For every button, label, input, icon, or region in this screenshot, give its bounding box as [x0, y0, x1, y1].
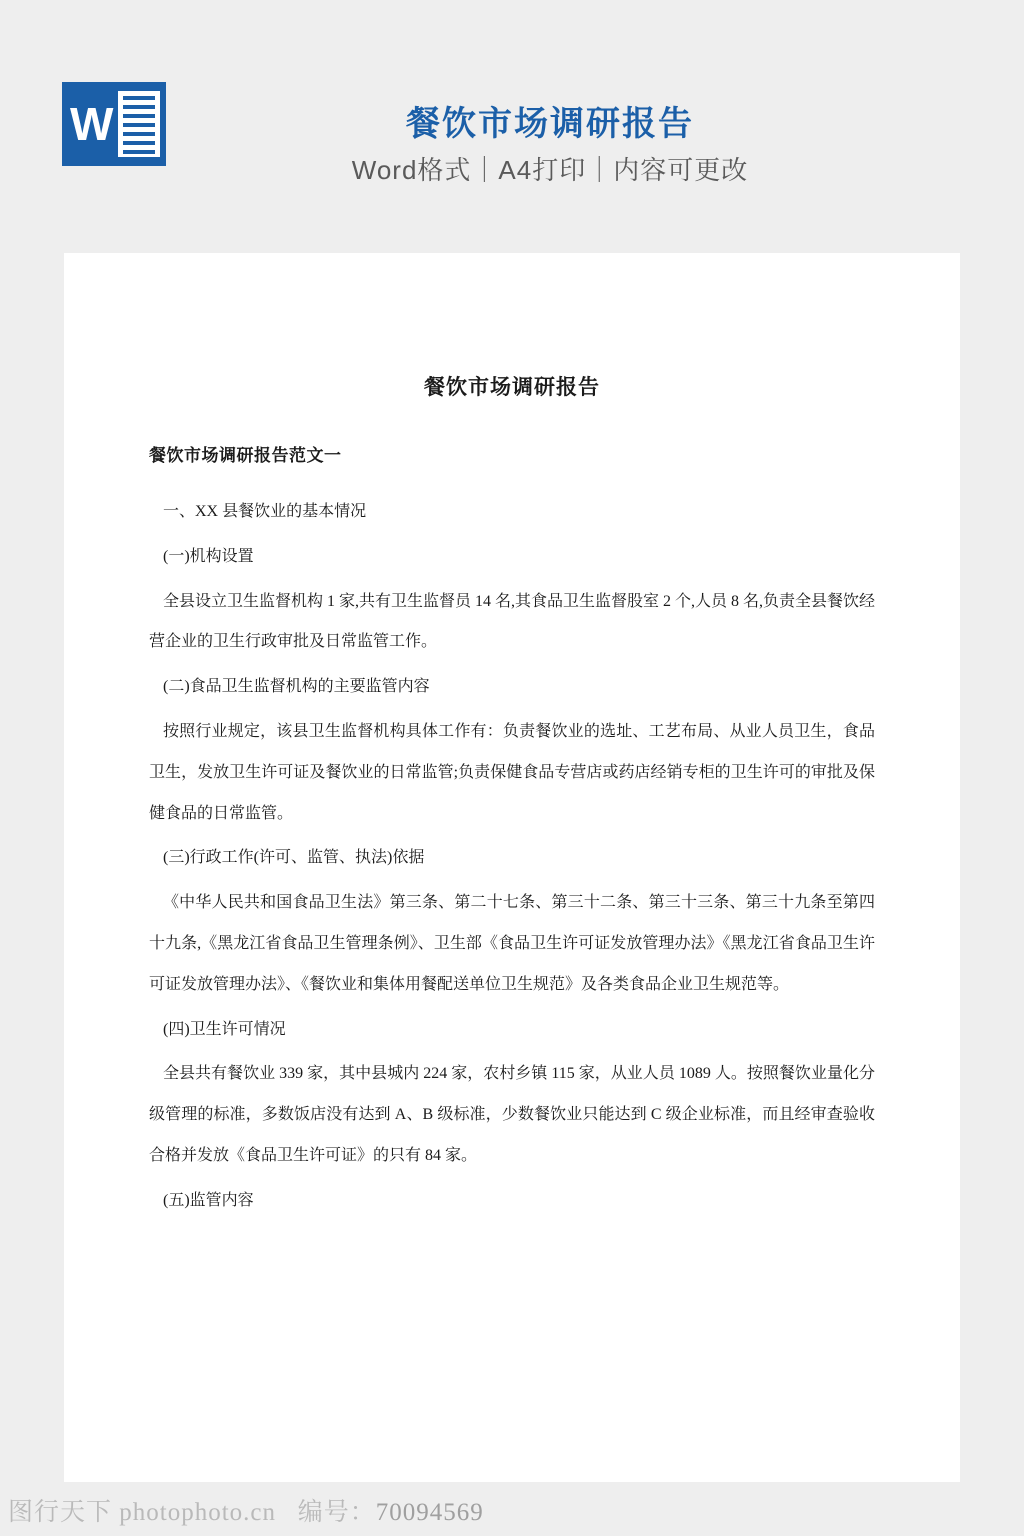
watermark-site: 图行天下 photophoto.cn: [8, 1499, 276, 1526]
document-paragraph: (五)监管内容: [163, 1191, 254, 1209]
document-paragraph: 全县共有餐饮业 339 家，其中县城内 224 家，农村乡镇 115 家，从业人员 1089 人。按照餐饮业量化分级管理的标准，多数饭店没有达到 A、B 级标准，少数餐饮业只能达到 C 级企业标准，而且经审查验收合格并发放《食品卫生许可证》的只有 84 家。: [149, 1065, 875, 1164]
document-sheet: [64, 253, 960, 1482]
watermark-text: [8, 1492, 484, 1528]
document-paragraph: 全县设立卫生监督机构 1 家,共有卫生监督员 14 名,其食品卫生监督股室 2 个,人员 8 名,负责全县餐饮经营企业的卫生行政审批及日常监管工作。: [149, 592, 876, 651]
word-document-icon: [62, 82, 166, 166]
document-paragraph: 按照行业规定，该县卫生监督机构具体工作有：负责餐饮业的选址、工艺布局、从业人员卫生，食品卫生，发放卫生许可证及餐饮业的日常监管;负责保健食品专营店或药店经销专柜的卫生许可的审批及保健食品的日常监管。: [149, 722, 875, 822]
document-lines-icon: [118, 91, 160, 157]
page-title: 餐饮市场调研报告: [406, 105, 694, 143]
watermark-id-value: 70094569: [375, 1499, 484, 1526]
logo-letter: W: [70, 98, 114, 150]
document-paragraph: (一)机构设置: [163, 547, 254, 565]
document-title: 餐饮市场调研报告: [424, 375, 600, 399]
footer-watermark: [0, 1482, 1024, 1536]
document-heading: 餐饮市场调研报告范文一: [149, 446, 342, 465]
page-header: [0, 0, 1024, 250]
document-paragraph: 一、XX 县餐饮业的基本情况: [163, 503, 367, 520]
document-paragraph: 《中华人民共和国食品卫生法》第三条、第二十七条、第三十二条、第三十三条、第三十九条至第四十九条,《黑龙江省食品卫生管理条例》、卫生部《食品卫生许可证发放管理办法》《黑龙江省食品卫生许可证发放管理办法》、《餐饮业和集体用餐配送单位卫生规范》及各类食品企业卫生规范等。: [149, 894, 875, 993]
watermark-id-label: 编号：: [297, 1499, 376, 1526]
document-paragraph: (三)行政工作(许可、监管、执法)依据: [163, 849, 425, 867]
document-paragraph: (二)食品卫生监督机构的主要监管内容: [163, 678, 430, 696]
document-paragraph: (四)卫生许可情况: [163, 1020, 286, 1038]
page-subtitle: Word格式｜A4打印｜内容可更改: [351, 155, 749, 185]
